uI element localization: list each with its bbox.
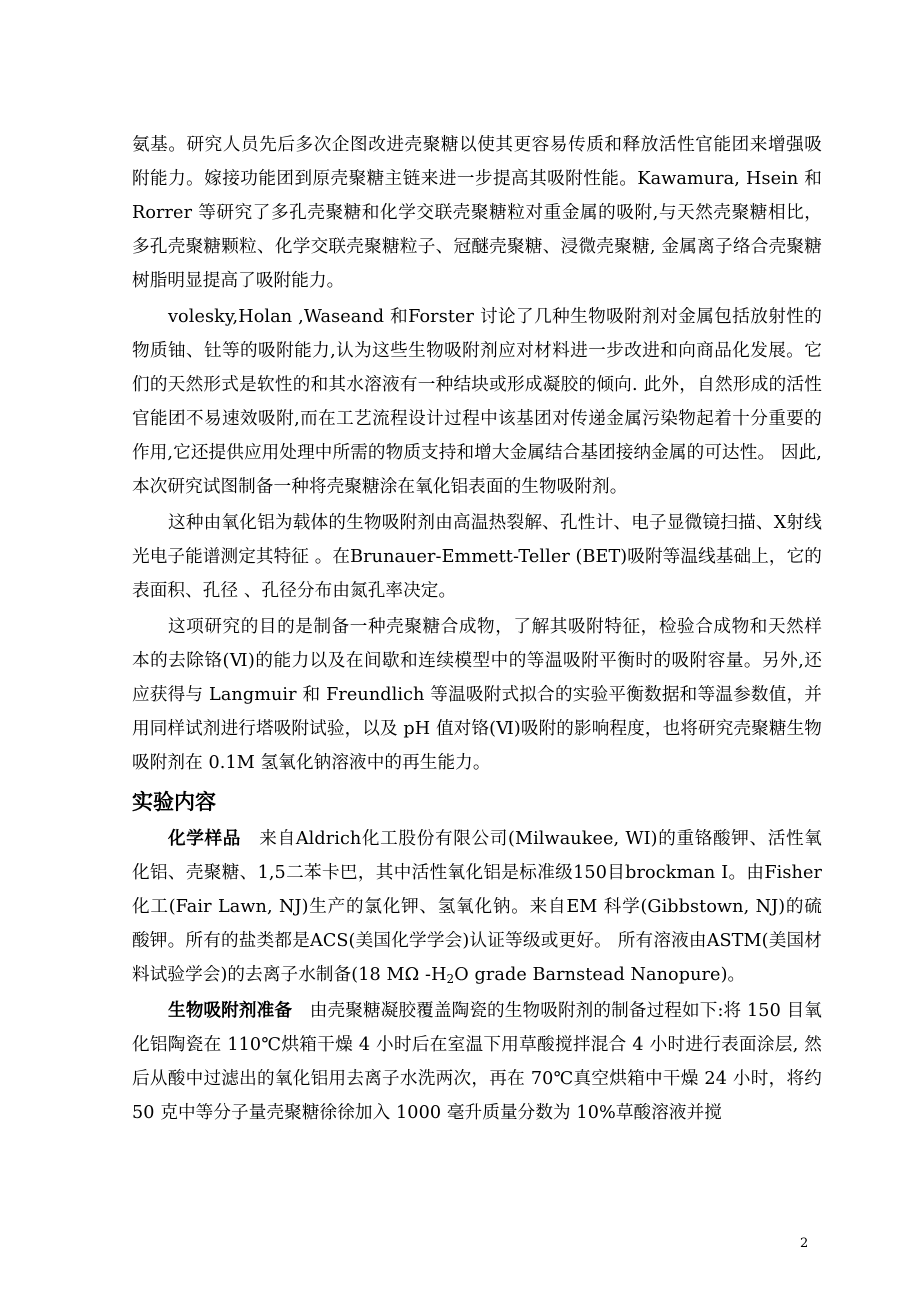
- chemicals-lead-label: 化学样品: [168, 829, 242, 849]
- chemicals-subscript: 2: [446, 972, 455, 986]
- page-number: 2: [800, 1236, 809, 1251]
- paragraph-chemicals: [132, 822, 822, 992]
- document-body: [132, 128, 822, 1130]
- biosorbent-lead-label: 生物吸附剂准备: [168, 1001, 293, 1021]
- paragraph-chitosan-modification: 氨基。研究人员先后多次企图改进壳聚糖以使其更容易传质和释放活性官能团来增强吸附能力。嫁接功能团到原壳聚糖主链来进一步提高其吸附性能。Kawamura, Hsein 和 Rorrer 等研究了多孔壳聚糖和化学交联壳聚糖粒对重金属的吸附,与天然壳聚糖相比，多孔壳聚糖颗粒、化学交联壳聚糖粒子、冠醚壳聚糖、浸微壳聚糖, 金属离子络合壳聚糖树脂明显提高了吸附能力。: [132, 135, 822, 291]
- chemicals-text: 来自Aldrich化工股份有限公司(Milwaukee, WI)的重铬酸钾、活性氧化铝、壳聚糖、1,5二苯卡巴，其中活性氧化铝是标准级150目brockman I。由Fisher 化工(Fair Lawn, NJ)生产的氯化钾、氢氧化钠。来自EM 科学(Gibbstown, NJ)的硫酸钾。所有的盐类都是ACS(美国化学学会)认证等级或更好。 所有溶液由ASTM(美国材料试验学会)的去离子水制备(18 MΩ -H: [132, 829, 822, 985]
- section-heading-experiment: 实验内容: [132, 790, 216, 814]
- paragraph-biosorbent-preparation: [132, 994, 822, 1130]
- paragraph-biosorbent-discussion: volesky,Holan ,Waseand 和Forster 讨论了几种生物吸附剂对金属包括放射性的物质铀、钍等的吸附能力,认为这些生物吸附剂应对材料进一步改进和向商品化发展。它们的天然形式是软性的和其水溶液有一种结块或形成凝胶的倾向. 此外，自然形成的活性官能团不易速效吸附,而在工艺流程设计过程中该基团对传递金属污染物起着十分重要的作用,它还提供应用处理中所需的物质支持和增大金属结合基团接纳金属的可达性。 因此,本次研究试图制备一种将壳聚糖涂在氧化铝表面的生物吸附剂。: [132, 307, 822, 497]
- biosorbent-text: 由壳聚糖凝胶覆盖陶瓷的生物吸附剂的制备过程如下:将 150 目氧化铝陶瓷在 110℃烘箱干燥 4 小时后在室温下用草酸搅拌混合 4 小时进行表面涂层, 然后从酸中过滤出的氧化铝用去离子水洗两次，再在 70℃真空烘箱中干燥 24 小时，将约 50 克中等分子量壳聚糖徐徐加入 1000 毫升质量分数为 10%草酸溶液并搅: [132, 1001, 822, 1123]
- paragraph-research-objective: 这项研究的目的是制备一种壳聚糖合成物，了解其吸附特征，检验合成物和天然样本的去除铬(Ⅵ)的能力以及在间歇和连续模型中的等温吸附平衡时的吸附容量。另外,还应获得与 Langmuir 和 Freundlich 等温吸附式拟合的实验平衡数据和等温参数值，并用同样试剂进行塔吸附试验，以及 pH 值对铬(Ⅵ)吸附的影响程度，也将研究壳聚糖生物吸附剂在 0.1M 氢氧化钠溶液中的再生能力。: [132, 617, 822, 773]
- paragraph-characterization: 这种由氧化铝为载体的生物吸附剂由高温热裂解、孔性计、电子显微镜扫描、X射线光电子能谱测定其特征 。在Brunauer-Emmett-Teller (BET)吸附等温线基础上，它的表面积、孔径 、孔径分布由氮孔率决定。: [132, 513, 822, 601]
- chemicals-text-tail: O grade Barnstead Nanopure)。: [454, 965, 746, 985]
